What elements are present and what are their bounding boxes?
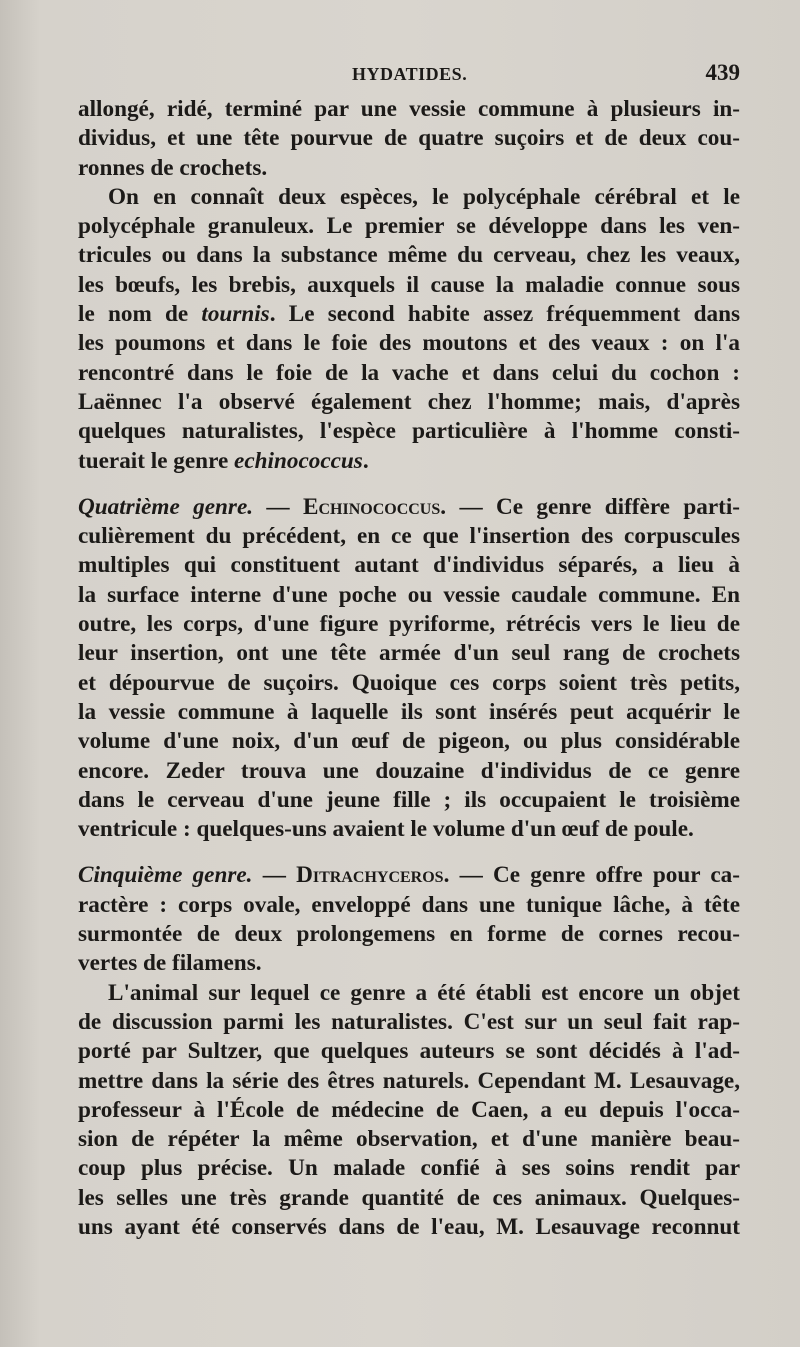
- text-line: ronnes de crochets.: [78, 154, 268, 181]
- text-line: dans le cerveau d'une jeune fille ; ils occupaient le troisième: [78, 786, 740, 813]
- text-line: ractère : corps ovale, enveloppé dans une tunique lâche, à tête: [78, 891, 740, 918]
- text-line: [78, 493, 740, 522]
- text-run: .: [362, 447, 369, 474]
- text-line: sion de répéter la même observation, et d'une manière beau-: [78, 1126, 740, 1153]
- text-line: ventricule : quelques-uns avaient le volume d'un œuf de poule.: [78, 816, 694, 843]
- text-run: —: [252, 862, 297, 889]
- text-line: multiples qui constituent autant d'individus séparés, a lieu à: [78, 552, 740, 579]
- text-line: allongé, ridé, terminé par une vessie commune à plusieurs in-: [78, 96, 740, 122]
- text-line: mettre dans la série des êtres naturels. Cependant M. Lesauvage,: [78, 1067, 740, 1094]
- paragraph-gap: [78, 844, 740, 861]
- text-line: leur insertion, ont une tête armée d'un seul rang de crochets: [78, 640, 740, 667]
- section-lead: Quatrième genre.: [78, 493, 254, 520]
- italic-term: echinococcus: [234, 447, 363, 474]
- text-line: polycéphale granuleux. Le premier se développe dans les ven-: [78, 213, 740, 240]
- paragraph-gap: [78, 476, 740, 493]
- text-line: [78, 861, 740, 890]
- genus-name: Echinococcus: [303, 493, 441, 520]
- text-line: encore. Zeder trouva une douzaine d'individus de ce genre: [78, 757, 740, 784]
- paragraph-4: [78, 861, 740, 978]
- text-line: outre, les corps, d'une figure pyriforme, rétrécis vers le lieu de: [78, 611, 740, 638]
- text-line: rencontré dans le foie de la vache et dans celui du cochon :: [78, 359, 740, 386]
- text-run: —: [253, 493, 303, 520]
- text-line: On en connaît deux espèces, le polycéphale cérébral et le: [108, 183, 740, 210]
- text-line: les bœufs, les brebis, auxquels il cause la maladie connue sous: [78, 271, 740, 298]
- text-line: uns ayant été conservés dans de l'eau, M. Lesauvage reconnut: [78, 1213, 740, 1240]
- text-line: la surface interne d'une poche ou vessie caudale commune. En: [78, 581, 740, 608]
- paragraph-5: [78, 979, 740, 1243]
- text-line: L'animal sur lequel ce genre a été établi est encore un objet: [108, 979, 740, 1006]
- running-title: HYDATIDES.: [352, 64, 468, 84]
- text-run: . — Ce genre diffère parti-: [440, 493, 741, 520]
- page-header: [78, 60, 740, 94]
- paragraph-1: [78, 95, 740, 183]
- body-text: [78, 95, 740, 1242]
- text-line: volume d'une noix, d'un œuf de pigeon, ou plus considérable: [78, 728, 740, 755]
- text-line: professeur à l'École de médecine de Caen, a eu depuis l'occa-: [78, 1096, 740, 1123]
- text-run: le nom de: [78, 301, 202, 328]
- text-run: . — Ce genre offre pour ca-: [443, 862, 740, 889]
- text-line: de discussion parmi les naturalistes. C'est sur un seul fait rap-: [78, 1008, 740, 1035]
- text-line: vertes de filamens.: [78, 950, 262, 977]
- text-run: . Le second habite assez fréquemment dans: [269, 301, 740, 328]
- page-number: 439: [705, 60, 740, 85]
- text-line: et dépourvue de suçoirs. Quoique ces corps soient très petits,: [78, 669, 740, 696]
- section-lead: Cinquième genre.: [78, 862, 253, 889]
- text-line: culièrement du précédent, en ce que l'insertion des corpuscules: [78, 523, 740, 550]
- text-line: [78, 300, 740, 329]
- text-line: coup plus précise. Un malade confié à ses soins rendit par: [78, 1155, 740, 1182]
- text-line: les selles une très grande quantité de ces animaux. Quelques-: [78, 1184, 740, 1211]
- paragraph-3: [78, 493, 740, 845]
- text-line: Laënnec l'a observé également chez l'homme; mais, d'après: [78, 388, 740, 415]
- text-line: tricules ou dans la substance même du cerveau, chez les veaux,: [78, 242, 740, 269]
- italic-term: tournis: [201, 301, 270, 328]
- paragraph-2: [78, 183, 740, 476]
- text-line: porté par Sultzer, que quelques auteurs se sont décidés à l'ad-: [78, 1038, 740, 1065]
- text-line: dividus, et une tête pourvue de quatre suçoirs et de deux cou-: [78, 125, 740, 152]
- text-line: quelques naturalistes, l'espèce particulière à l'homme consti-: [78, 418, 740, 445]
- text-line: [78, 447, 740, 476]
- text-line: les poumons et dans le foie des moutons et des veaux : on l'a: [78, 330, 740, 357]
- genus-name: Ditrachyceros: [296, 862, 444, 889]
- text-line: la vessie commune à laquelle ils sont insérés peut acquérir le: [78, 698, 740, 725]
- text-run: tuerait le genre: [78, 447, 235, 474]
- text-line: surmontée de deux prolongemens en forme de cornes recou-: [78, 921, 740, 948]
